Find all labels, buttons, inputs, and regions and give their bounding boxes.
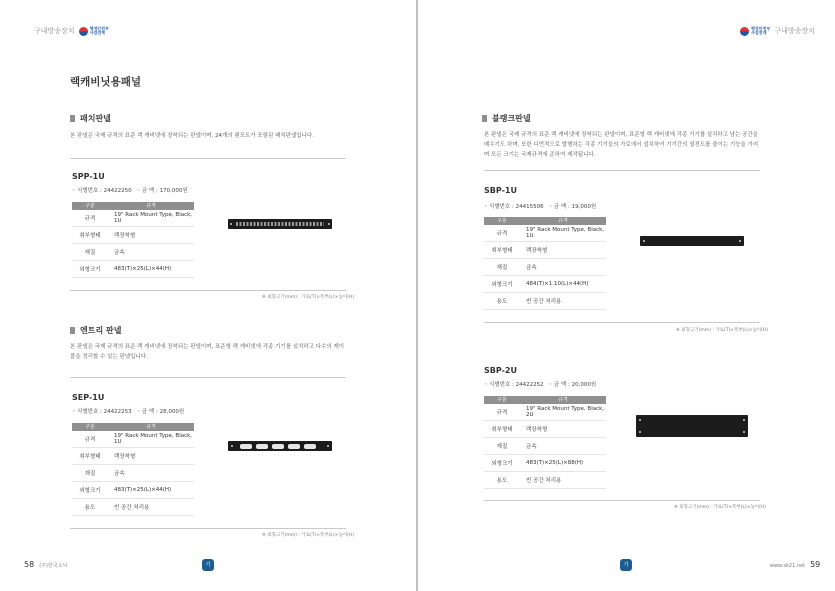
entry-panel-description: 본 판넬은 국제 규격의 표준 랙 캐비넷에 장착되는 판넬이며, 표준형 랙 캐비넷에 각종 기기를 설치하고 다수의 케이 블을 정리할 수 있는 판넬입니다.: [70, 344, 345, 360]
table-row: 재질 금속: [484, 259, 606, 276]
page-number-left: 58 (주)한국소닉: [24, 560, 68, 569]
model-name: SBP-1U: [484, 186, 517, 195]
divider: [70, 290, 346, 291]
table-row: 규격 19" Rack Mount Type, Black, 1U: [72, 431, 194, 448]
model-code-price: ◦ 식별번호 : 24415506 ◦ 금 액 : 19,000원: [484, 204, 597, 210]
bullet-square-icon: [70, 327, 75, 334]
table-row: 용도 빈 공간 처리용: [484, 293, 606, 310]
size-note: ※ 외형크기(mm) : 가로(T)×폭부(L)×높이(H): [262, 295, 355, 300]
table-row: 외형크기 483(T)×25(L)×44(H): [72, 261, 194, 278]
model-name: SBP-2U: [484, 366, 517, 375]
model-code-price: ◦ 식별번호 : 24422253 ◦ 금 액 : 28,000원: [72, 409, 185, 415]
table-row: 규격 19" Rack Mount Type, Black, 1U: [72, 210, 194, 227]
spec-table: 구분 규격 규격 19" Rack Mount Type, Black, 2U 취부형태 랙장착형 재질 금속 외형크기 483(T)×25(L)×88(H) 용도 빈 공간 처리용: [484, 396, 606, 489]
right-page: [418, 0, 835, 591]
size-note: ※ 외형크기(mm) : 가로(T)×폭부(L)×높이(H): [262, 533, 355, 538]
header-section-name: 구내방송장치: [774, 27, 815, 35]
model-code-price: ◦ 식별번호 : 24422252 ◦ 금 액 : 20,000원: [484, 382, 597, 388]
ministry-logo: 행정안전부 사업연계: [79, 27, 109, 36]
table-row: 취부형태 랙장착형: [72, 448, 194, 465]
model-name: SEP-1U: [72, 393, 105, 402]
bullet-square-icon: [70, 115, 75, 122]
table-row: 규격 19" Rack Mount Type, Black, 1U: [484, 225, 606, 242]
table-row: 재질 금속: [72, 465, 194, 482]
spec-table: 구분 규격 규격 19" Rack Mount Type, Black, 1U 취부형태 랙장착형 재질 금속 외형크기 484(T)×1.10(L)×44(H) 용도 빈 공간 처리용: [484, 217, 606, 310]
divider: [484, 322, 760, 323]
table-row: 취부형태 랙장착형: [484, 421, 606, 438]
entry-panel-heading: 엔트리 판넬: [70, 325, 121, 336]
emblem-icon: 기: [620, 559, 632, 571]
table-row: 외형크기 483(T)×25(L)×44(H): [72, 482, 194, 499]
size-note: ※ 외형크기(mm) : 가로(T)×폭부(L)×높이(H): [674, 505, 767, 510]
page-title: 랙캐비닛용패널: [70, 76, 142, 88]
divider: [70, 158, 346, 159]
model-name: SPP-1U: [72, 172, 105, 181]
page-number-right: www.sk21.net 59: [770, 560, 821, 569]
ministry-logo: 행정안전부 사업연계: [740, 27, 770, 36]
divider: [70, 377, 346, 378]
patch-panel-image: [228, 219, 332, 229]
entry-panel-image: [228, 441, 332, 451]
model-code-price: ◦ 식별번호 : 24422250 ◦ 금 액 : 170,000원: [72, 188, 188, 194]
left-page: [0, 0, 416, 591]
taegeuk-icon: [740, 27, 749, 36]
emblem-icon: 기: [202, 559, 214, 571]
divider: [484, 170, 760, 171]
table-row: 취부형태 랙장착형: [484, 242, 606, 259]
spec-table: 구분 규격 규격 19" Rack Mount Type, Black, 1U 취부형태 랙장착형 재질 금속 외형크기 483(T)×25(L)×44(H): [72, 202, 194, 278]
table-row: 용도 빈 공간 처리용: [484, 472, 606, 489]
left-header: [34, 26, 109, 36]
blank-panel-1u-image: [640, 236, 744, 246]
table-row: 외형크기 484(T)×1.10(L)×44(H): [484, 276, 606, 293]
blank-panel-description: 본 판넬은 국제 규격의 표준 랙 캐비넷에 장착되는 판넬이며, 표준형 랙 캐비넷에 각종 기기를 설치하고 남는 공간을 메우기도 하며, 또한 디먼적으로 발행하는 각종 기기들의 가로에서 설치하여 기기간의 열전도를 줄이는 기능을 가지 며 모든 크기는 국제규격에 준하여 제작됩니다.: [484, 132, 759, 158]
divider: [70, 528, 346, 529]
header-section-name: 구내방송장치: [34, 27, 75, 35]
table-row: 외형크기 483(T)×25(L)×88(H): [484, 455, 606, 472]
size-note: ※ 외형크기(mm) : 가로(T)×폭부(L)×높이(H): [676, 328, 769, 333]
table-row: 재질 금속: [484, 438, 606, 455]
table-row: 용도 빈 공간 처리용: [72, 499, 194, 516]
patch-panel-description: 본 판넬은 국제 규격의 표준 랙 캐비넷에 장착되는 판넬이며, 24개의 랜포트가 포함된 패치판넬입니다.: [70, 133, 314, 139]
right-header: [740, 26, 815, 36]
table-row: 규격 19" Rack Mount Type, Black, 2U: [484, 404, 606, 421]
divider: [484, 500, 760, 501]
patch-panel-heading: 패치판넬: [70, 113, 111, 124]
blank-panel-2u-image: [636, 415, 748, 437]
spec-table: 구분 규격 규격 19" Rack Mount Type, Black, 1U 취부형태 랙장착형 재질 금속 외형크기 483(T)×25(L)×44(H) 용도 빈 공간 처리용: [72, 423, 194, 516]
table-row: 재질 금속: [72, 244, 194, 261]
taegeuk-icon: [79, 27, 88, 36]
blank-panel-heading: 블랭크판넬: [482, 113, 531, 124]
table-row: 취부형태 랙장착형: [72, 227, 194, 244]
bullet-square-icon: [482, 115, 487, 122]
